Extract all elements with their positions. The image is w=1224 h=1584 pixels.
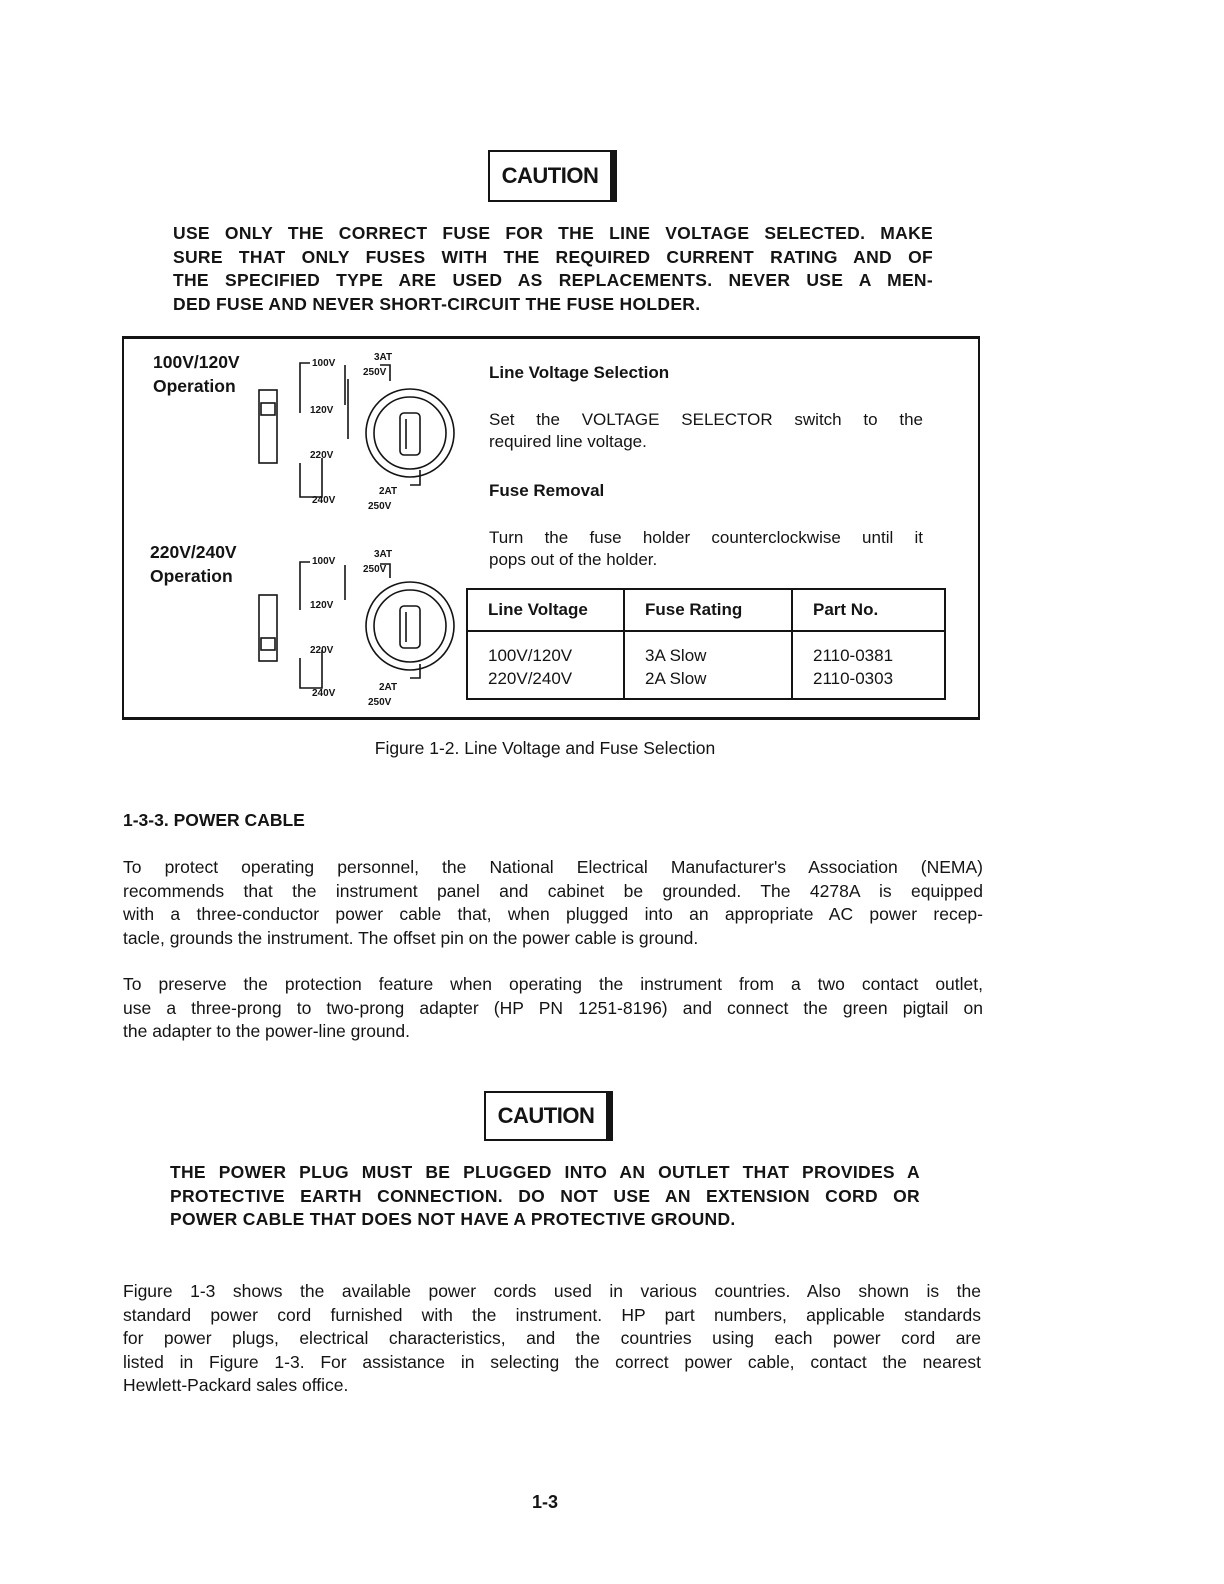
operation-word: Operation	[153, 376, 236, 396]
label-250v-top: 250V	[363, 367, 387, 378]
label-100v: 100V	[312, 358, 336, 369]
label-240v: 240V	[312, 495, 336, 506]
label-3at: 3AT	[374, 352, 393, 363]
caution-line: POWER CABLE THAT DOES NOT HAVE A PROTECTIVE GROUND.	[170, 1209, 736, 1229]
caution-text-1	[173, 222, 933, 316]
caution-line: USE ONLY THE CORRECT FUSE FOR THE LINE VOLTAGE SELECTED. MAKE	[173, 223, 933, 243]
paragraph-line: use a three-prong to two-prong adapter (HP PN 1251-8196) and connect the green pigtail on	[123, 997, 983, 1018]
paragraph-line: recommends that the instrument panel and cabinet be grounded. The 4278A is equipped	[123, 880, 983, 901]
cell-line: 220V/240V	[488, 669, 573, 688]
label-220v: 220V	[310, 645, 334, 656]
paragraph-line: To preserve the protection feature when operating the instrument from a two contact outlet,	[123, 974, 983, 994]
column-header: Part No.	[792, 589, 945, 631]
voltage-selector-diagram-2	[250, 540, 465, 712]
text-line: pops out of the holder.	[489, 550, 658, 569]
label-250v-top: 250V	[363, 564, 387, 575]
paragraph-line: Figure 1-3 shows the available power cords used in various countries. Also shown is the	[123, 1281, 981, 1301]
label-250v-bottom: 250V	[368, 697, 392, 708]
line-voltage-selection-heading: Line Voltage Selection	[489, 363, 670, 382]
table-row	[467, 631, 945, 699]
cell-line: 100V/120V	[488, 646, 573, 665]
table-header-row	[467, 589, 945, 631]
text-line: required line voltage.	[489, 432, 647, 451]
cell-line: 2110-0303	[813, 669, 894, 688]
paragraph-nema	[123, 856, 983, 950]
label-120v: 120V	[310, 405, 334, 416]
operation-word: Operation	[150, 566, 233, 586]
text-line: Turn the fuse holder counterclockwise until it	[489, 528, 923, 547]
paragraph-power-cords	[123, 1280, 981, 1398]
paragraph-line: with a three-conductor power cable that, when plugged into an appropriate AC power recep-	[123, 904, 983, 925]
operation-label-100-120	[153, 350, 240, 398]
label-2at: 2AT	[379, 486, 398, 497]
fuse-removal-text	[489, 527, 923, 571]
caution-label-2	[484, 1091, 608, 1141]
column-header: Line Voltage	[467, 589, 624, 631]
caution-line: THE SPECIFIED TYPE ARE USED AS REPLACEMENTS. NEVER USE A MEN-	[173, 270, 933, 290]
caution-label-text: CAUTION	[497, 1103, 595, 1128]
section-heading: 1-3-3. POWER CABLE	[123, 810, 305, 830]
label-2at: 2AT	[379, 682, 398, 693]
cell-line: 2110-0381	[813, 646, 894, 665]
paragraph-line: To protect operating personnel, the National Electrical Manufacturer's Association (NEMA)	[123, 857, 983, 877]
caution-line: SURE THAT ONLY FUSES WITH THE REQUIRED CURRENT RATING AND OF	[173, 246, 933, 267]
label-3at: 3AT	[374, 549, 393, 560]
label-100v: 100V	[312, 556, 336, 567]
fuse-table	[466, 588, 946, 700]
table-cell	[624, 631, 792, 699]
label-250v-bottom: 250V	[368, 501, 392, 512]
paragraph-line: the adapter to the power-line ground.	[123, 1021, 410, 1042]
caution-line: DED FUSE AND NEVER SHORT-CIRCUIT THE FUSE HOLDER.	[173, 293, 701, 314]
fuse-removal-heading: Fuse Removal	[489, 481, 605, 500]
operation-voltage: 220V/240V	[150, 542, 237, 562]
caution-text-2	[170, 1161, 920, 1232]
table-cell	[467, 631, 624, 699]
column-header: Fuse Rating	[624, 589, 792, 631]
caution-label-text: CAUTION	[501, 163, 599, 188]
paragraph-line: listed in Figure 1-3. For assistance in selecting the correct power cable, contact the nearest	[123, 1351, 981, 1372]
caution-line: THE POWER PLUG MUST BE PLUGGED INTO AN OUTLET THAT PROVIDES A	[170, 1162, 920, 1182]
label-240v: 240V	[312, 688, 336, 699]
page-number: 1-3	[532, 1492, 559, 1512]
line-voltage-selection-text	[489, 409, 923, 453]
paragraph-line: tacle, grounds the instrument. The offset pin on the power cable is ground.	[123, 927, 699, 948]
label-120v: 120V	[310, 600, 334, 611]
paragraph-line: Hewlett-Packard sales office.	[123, 1375, 349, 1396]
voltage-selector-diagram-1	[250, 345, 465, 517]
operation-label-220-240	[150, 540, 237, 588]
operation-voltage: 100V/120V	[153, 352, 240, 372]
paragraph-line: standard power cord furnished with the instrument. HP part numbers, applicable standards	[123, 1304, 981, 1325]
text-line: Set the VOLTAGE SELECTOR switch to the	[489, 410, 923, 429]
cell-line: 2A Slow	[645, 669, 707, 688]
caution-label-1	[488, 150, 612, 202]
caution-line: PROTECTIVE EARTH CONNECTION. DO NOT USE AN EXTENSION CORD OR	[170, 1185, 920, 1206]
cell-line: 3A Slow	[645, 646, 707, 665]
table-cell	[792, 631, 945, 699]
figure-caption: Figure 1-2. Line Voltage and Fuse Selection	[374, 738, 716, 758]
paragraph-line: for power plugs, electrical characteristics, and the countries using each power cord are	[123, 1328, 981, 1349]
label-220v: 220V	[310, 450, 334, 461]
paragraph-adapter	[123, 973, 983, 1044]
